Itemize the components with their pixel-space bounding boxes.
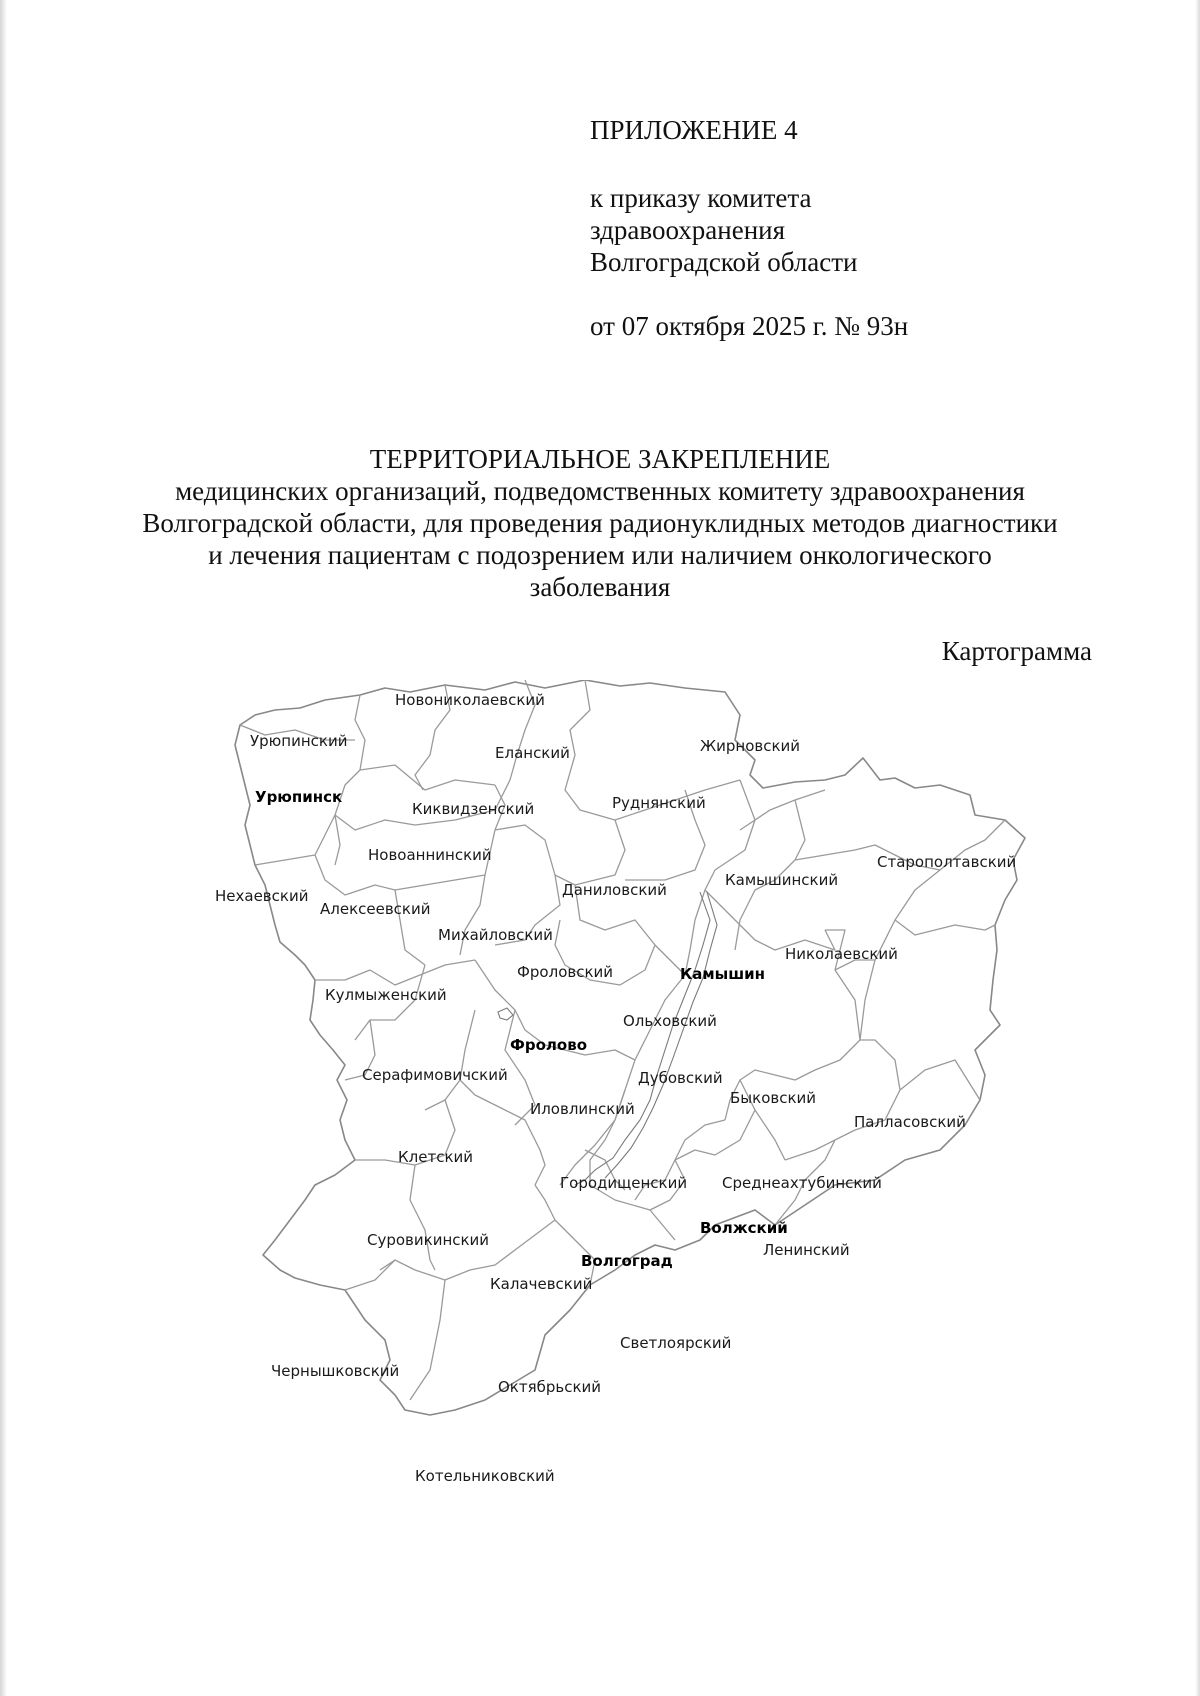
- document-subtitle-line: Волгоградской области, для проведения радионуклидных методов диагностики: [142, 508, 1058, 538]
- document-subtitle-line: и лечения пациентам с подозрением или наличием онкологического: [208, 540, 992, 570]
- appendix-title: ПРИЛОЖЕНИЕ 4: [590, 115, 798, 145]
- district-label: Палласовский: [854, 1113, 966, 1131]
- appendix-date: от 07 октября 2025 г. № 93н: [590, 311, 909, 341]
- district-label: Кулмыженский: [325, 986, 447, 1004]
- district-label: Михайловский: [438, 926, 553, 944]
- map-caption: Картограмма: [941, 636, 1092, 666]
- district-label: Еланский: [495, 744, 570, 762]
- region-map-svg: [195, 680, 1035, 1510]
- district-label: Суровикинский: [367, 1231, 490, 1249]
- district-label: Калачевский: [490, 1275, 593, 1293]
- district-label: Клетский: [398, 1148, 474, 1166]
- district-label: Октябрьский: [498, 1378, 602, 1396]
- district-label: Даниловский: [562, 881, 667, 899]
- district-label: Новониколаевский: [395, 691, 545, 709]
- district-label: Ольховский: [623, 1012, 717, 1030]
- district-label: Нехаевский: [215, 887, 309, 905]
- district-label: Николаевский: [785, 945, 898, 963]
- district-label: Чернышковский: [271, 1362, 400, 1380]
- district-label: Быковский: [730, 1089, 817, 1107]
- appendix-block: [590, 114, 908, 342]
- district-label: Киквидзенский: [412, 800, 535, 818]
- region-outline: [235, 680, 1025, 1415]
- document-subtitle-line: медицинских организаций, подведомственных комитету здравоохранения: [175, 476, 1025, 506]
- district-label: Камышинский: [725, 871, 839, 889]
- region-map: [195, 680, 1035, 1510]
- appendix-line: Волгоградской области: [590, 247, 858, 277]
- district-label: Иловлинский: [530, 1100, 635, 1118]
- district-label: Ленинский: [763, 1241, 850, 1259]
- district-label: Алексеевский: [320, 900, 431, 918]
- scan-edge-right: [1195, 0, 1200, 1696]
- city-label: Фролово: [510, 1036, 588, 1054]
- document-subtitle-line: заболевания: [529, 572, 671, 602]
- district-label: Новоаннинский: [368, 846, 492, 864]
- city-label: Волгоград: [581, 1252, 673, 1270]
- appendix-line: здравоохранения: [590, 215, 786, 245]
- district-label: Жирновский: [700, 737, 801, 755]
- district-label: Старополтавский: [877, 853, 1017, 871]
- district-label: Городищенский: [560, 1174, 688, 1192]
- district-label: Фроловский: [517, 963, 614, 981]
- district-label: Серафимовичский: [362, 1066, 508, 1084]
- district-label: Дубовский: [638, 1069, 723, 1087]
- city-label: Урюпинск: [255, 788, 343, 806]
- document-heading: [100, 443, 1100, 603]
- city-label: Волжский: [700, 1219, 788, 1237]
- city-label: Камышин: [680, 965, 766, 983]
- scan-edge-left: [0, 0, 7, 1696]
- district-label: Среднеахтубинский: [722, 1174, 882, 1192]
- appendix-line: к приказу комитета: [590, 183, 812, 213]
- document-title: ТЕРРИТОРИАЛЬНОЕ ЗАКРЕПЛЕНИЕ: [369, 444, 831, 474]
- district-label: Руднянский: [612, 794, 706, 812]
- district-label: Урюпинский: [250, 732, 348, 750]
- district-label: Котельниковский: [415, 1467, 555, 1485]
- district-label: Светлоярский: [620, 1334, 732, 1352]
